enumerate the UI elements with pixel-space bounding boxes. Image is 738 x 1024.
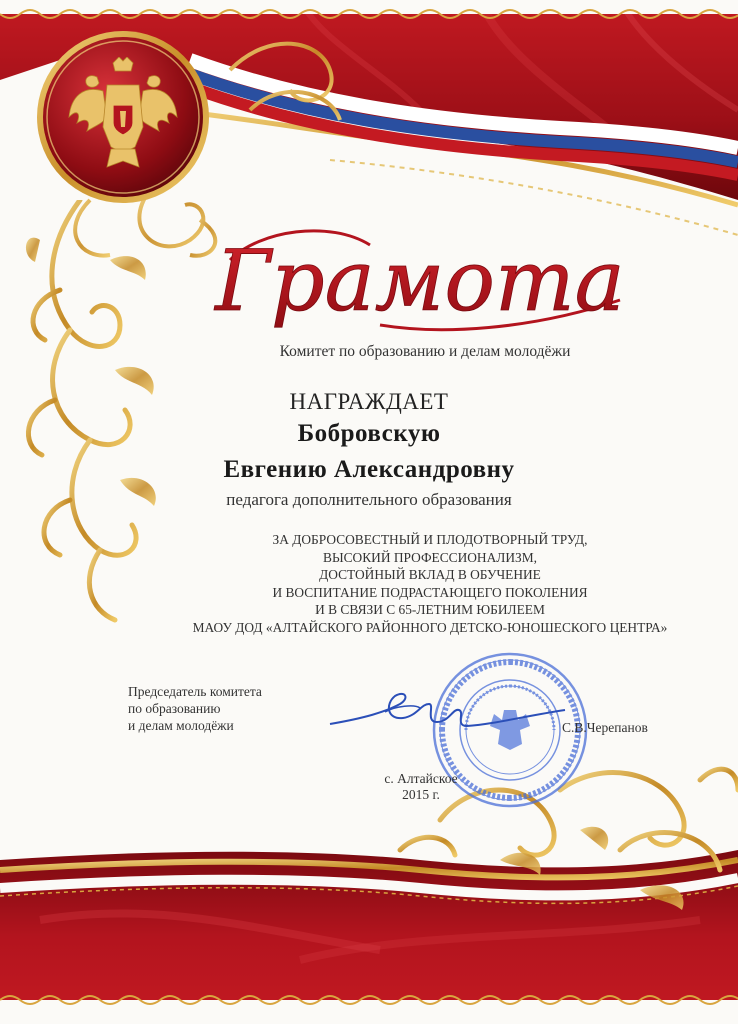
award-reason bbox=[140, 531, 720, 636]
chair-title bbox=[128, 683, 262, 734]
reason-line: И В СВЯЗИ С 65-ЛЕТНИМ ЮБИЛЕЕМ bbox=[315, 602, 545, 617]
chair-line: и делам молодёжи bbox=[128, 718, 234, 733]
awards-label: НАГРАЖДАЕТ bbox=[289, 389, 449, 414]
reason-line: МАОУ ДОД «АЛТАЙСКОГО РАЙОННОГО ДЕТСКО-ЮНОШЕСКОГО ЦЕНТРА» bbox=[192, 619, 668, 635]
year: 2015 г. bbox=[402, 787, 440, 802]
reason-line: ДОСТОЙНЫЙ ВКЛАД В ОБУЧЕНИЕ bbox=[319, 567, 541, 582]
recipient-surname: Бобровскую bbox=[297, 420, 441, 447]
certificate-title bbox=[200, 215, 640, 340]
recipient-name: Евгению Александровну bbox=[223, 456, 515, 483]
title-text: Грамота bbox=[215, 232, 625, 330]
reason-line: ЗА ДОБРОСОВЕСТНЫЙ И ПЛОДОТВОРНЫЙ ТРУД, bbox=[272, 532, 588, 547]
chair-line: по образованию bbox=[128, 701, 221, 716]
reason-line: ВЫСОКИЙ ПРОФЕССИОНАЛИЗМ, bbox=[323, 549, 537, 565]
reason-line: И ВОСПИТАНИЕ ПОДРАСТАЮЩЕГО ПОКОЛЕНИЯ bbox=[272, 584, 588, 600]
signer-name: С.В.Черепанов bbox=[562, 720, 648, 735]
chair-line: Председатель комитета bbox=[128, 684, 262, 699]
recipient-position: педагога дополнительного образования bbox=[226, 490, 512, 509]
place-and-year bbox=[366, 771, 476, 803]
issuer-line: Комитет по образованию и делам молодёжи bbox=[279, 343, 571, 360]
place: с. Алтайское bbox=[384, 771, 458, 786]
double-headed-eagle-emblem bbox=[63, 57, 183, 177]
handwritten-signature bbox=[325, 682, 585, 742]
